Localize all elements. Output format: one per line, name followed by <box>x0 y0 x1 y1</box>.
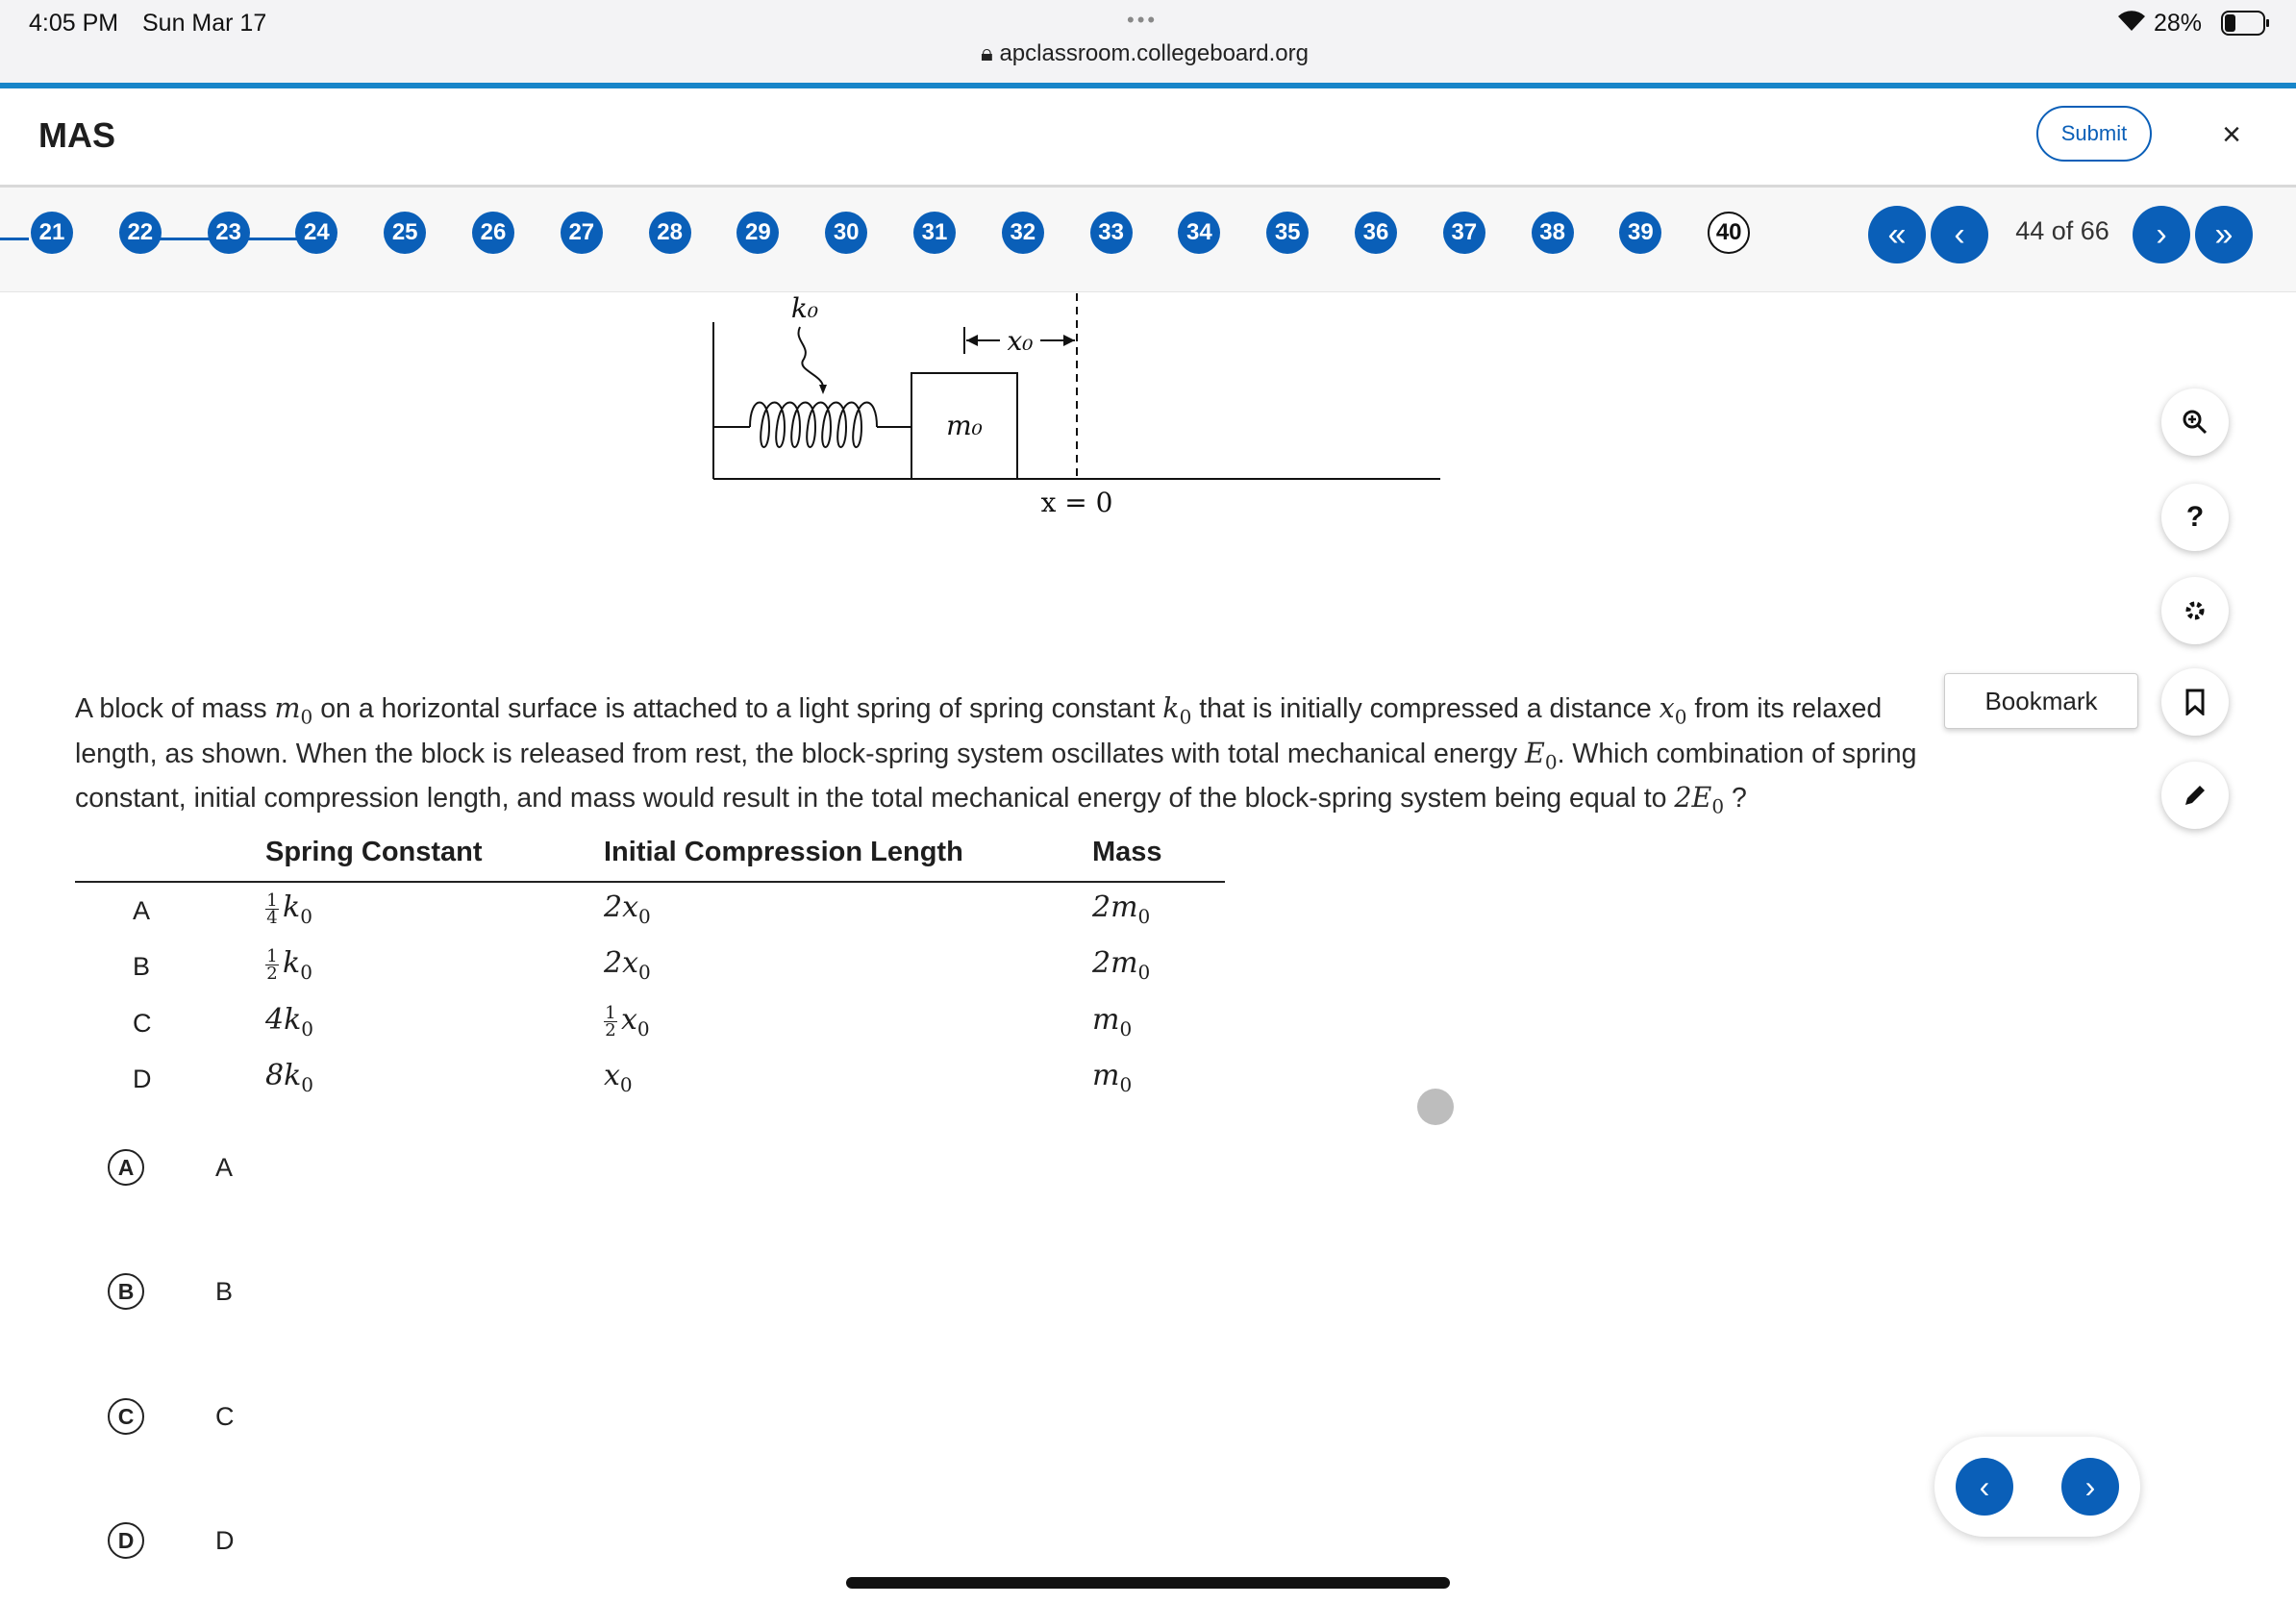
question-number-24[interactable]: 24 <box>295 212 337 254</box>
bookmark-icon[interactable] <box>2161 668 2229 736</box>
page-count: 44 of 66 <box>2015 216 2109 245</box>
url-text: apclassroom.collegeboard.org <box>999 40 1309 66</box>
question-text: on a horizontal surface is attached to a light spring of spring constant <box>312 693 1163 724</box>
question-number-27[interactable]: 27 <box>561 212 603 254</box>
nav-connector <box>0 238 29 240</box>
table-cell-length: $2x_0$ <box>604 890 651 928</box>
battery-icon <box>2221 10 2271 41</box>
question-number-40[interactable]: 40 <box>1708 212 1750 254</box>
table-header-length: Initial Compression Length <box>604 837 963 867</box>
question-number-28[interactable]: 28 <box>649 212 691 254</box>
help-button[interactable]: ? <box>2161 484 2229 551</box>
wifi-icon <box>2115 8 2148 38</box>
question-number-34[interactable]: 34 <box>1178 212 1220 254</box>
table-cell-spring: $4k_0$ <box>265 1003 313 1040</box>
table-row-label: A <box>133 896 151 925</box>
question-text: A block of mass <box>75 693 275 724</box>
table-row-label: C <box>133 1009 152 1038</box>
zoom-in-icon[interactable] <box>2161 388 2229 456</box>
choice-bubble[interactable]: A <box>108 1149 144 1186</box>
lock-icon: 🔒︎ <box>981 40 993 66</box>
choice-text: A <box>215 1152 234 1182</box>
table-cell-mass: $2m_0$ <box>1092 890 1151 928</box>
choice-option-d[interactable] <box>108 1512 685 1569</box>
close-icon[interactable]: × <box>2222 115 2241 153</box>
question-number-38[interactable]: 38 <box>1532 212 1574 254</box>
question-number-33[interactable]: 33 <box>1090 212 1133 254</box>
cursor-indicator <box>1417 1089 1454 1125</box>
table-header-mass: Mass <box>1092 837 1162 867</box>
question-text: that is initially compressed a distance <box>1191 693 1660 724</box>
origin-label: x = 0 <box>1040 487 1113 518</box>
home-indicator <box>846 1577 1450 1589</box>
pencil-icon[interactable] <box>2161 762 2229 829</box>
battery-percent: 28% <box>2154 10 2203 37</box>
table-cell-length: $\frac{1}{2}$ $x_0$ <box>605 1002 650 1040</box>
var-2e0: $2E_0$ <box>1674 782 1725 819</box>
fraction: $\frac{1}{2}$ <box>266 945 278 984</box>
table-cell-length: $2x_0$ <box>604 946 651 984</box>
bookmark-tooltip: Bookmark <box>1944 673 2138 729</box>
next-page-button[interactable]: › <box>2133 206 2190 263</box>
choice-option-c[interactable] <box>108 1388 685 1445</box>
question-number-26[interactable]: 26 <box>472 212 514 254</box>
mass-label: m₀ <box>946 410 983 441</box>
question-text: . Which combination of spring constant, initial compression length, and mass would result in the total mechanical energy of the block-spring system being equal to <box>75 738 1917 815</box>
question-number-31[interactable]: 31 <box>913 212 956 254</box>
question-number-23[interactable]: 23 <box>208 212 250 254</box>
fraction: $\frac{1}{2}$ <box>605 1002 616 1040</box>
table-cell-spring: $\frac{1}{4}$ $k_0$ <box>266 890 312 928</box>
previous-item-button[interactable]: ‹ <box>1956 1458 2013 1516</box>
choice-text: C <box>215 1401 235 1431</box>
gear-icon[interactable] <box>2161 577 2229 644</box>
table-cell-mass: $m_0$ <box>1092 1003 1133 1040</box>
table-header-rule <box>75 881 1225 883</box>
table-header-spring: Spring Constant <box>265 837 483 867</box>
next-item-button[interactable]: › <box>2061 1458 2119 1516</box>
question-navigator <box>0 188 2296 292</box>
status-bar <box>0 0 2296 83</box>
displacement-label: x₀ <box>1007 325 1034 357</box>
item-pager <box>1934 1437 2140 1537</box>
choice-text: D <box>215 1525 235 1555</box>
question-number-32[interactable]: 32 <box>1002 212 1044 254</box>
question-number-37[interactable]: 37 <box>1443 212 1485 254</box>
choice-bubble[interactable]: B <box>108 1273 144 1310</box>
url-bar[interactable] <box>981 40 1309 67</box>
question-number-22[interactable]: 22 <box>119 212 162 254</box>
choice-option-b[interactable] <box>108 1263 685 1320</box>
app-header <box>0 88 2296 188</box>
last-page-button[interactable]: » <box>2195 206 2253 263</box>
var-x0: $x_0$ <box>1659 692 1687 729</box>
question-number-29[interactable]: 29 <box>736 212 779 254</box>
fraction: $\frac{1}{4}$ <box>266 890 278 928</box>
choice-option-a[interactable] <box>108 1139 685 1196</box>
var-k0: $k_0$ <box>1162 692 1192 729</box>
table-row-label: B <box>133 952 151 981</box>
var-e0: $E_0$ <box>1525 737 1558 774</box>
multitasking-dots-icon[interactable]: ••• <box>1127 8 1159 32</box>
choice-bubble[interactable]: D <box>108 1522 144 1559</box>
spring-pointer-arrowhead <box>819 385 827 394</box>
table-row-label: D <box>133 1065 152 1093</box>
question-number-35[interactable]: 35 <box>1266 212 1309 254</box>
question-text: from its relaxed length, as shown. When the block is released from rest, the block-spring system oscillates with total mechanical energy <box>75 693 1883 769</box>
table-cell-mass: $m_0$ <box>1092 1059 1133 1096</box>
figure-svg <box>702 288 1452 529</box>
page-title: MAS <box>38 115 115 155</box>
spring-constant-label: k₀ <box>790 292 819 324</box>
question-number-39[interactable]: 39 <box>1619 212 1661 254</box>
var-m0: $m_0$ <box>274 692 313 729</box>
table-cell-length: $x_0$ <box>604 1059 633 1096</box>
question-number-36[interactable]: 36 <box>1355 212 1397 254</box>
spring-coil <box>750 403 877 448</box>
prev-page-button[interactable]: ‹ <box>1931 206 1988 263</box>
question-text: ? <box>1724 783 1747 815</box>
table-cell-spring: $\frac{1}{2}$ $k_0$ <box>266 945 312 984</box>
question-stem <box>75 690 1959 825</box>
table-cell-spring: $8k_0$ <box>265 1059 313 1096</box>
question-number-21[interactable]: 21 <box>31 212 73 254</box>
status-date: Sun Mar 17 <box>142 10 267 37</box>
choice-text: B <box>215 1276 234 1306</box>
spring-pointer <box>798 327 823 387</box>
status-time: 4:05 PM <box>29 10 119 37</box>
table-cell-mass: $2m_0$ <box>1092 946 1151 984</box>
choice-bubble[interactable]: C <box>108 1398 144 1435</box>
question-number-30[interactable]: 30 <box>825 212 867 254</box>
submit-button[interactable]: Submit <box>2036 106 2152 162</box>
question-number-25[interactable]: 25 <box>384 212 426 254</box>
spring-block-figure <box>702 288 1452 534</box>
first-page-button[interactable]: « <box>1868 206 1926 263</box>
